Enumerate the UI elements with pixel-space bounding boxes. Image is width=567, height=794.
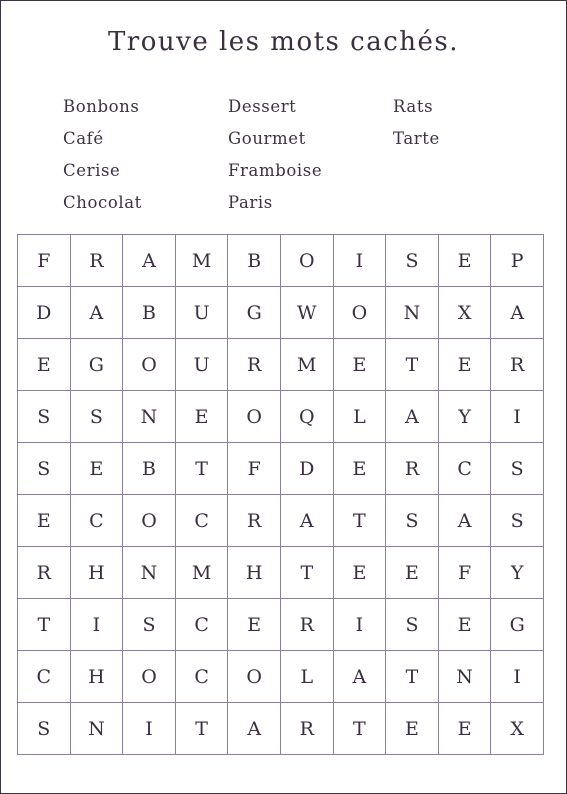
grid-letter: E bbox=[89, 457, 104, 480]
grid-cell[interactable] bbox=[439, 495, 492, 547]
grid-letter: F bbox=[247, 457, 261, 480]
word-list-empty bbox=[393, 161, 483, 193]
grid-letter: S bbox=[405, 509, 419, 532]
grid-cell[interactable] bbox=[176, 651, 229, 703]
grid-letter: Q bbox=[299, 405, 315, 428]
grid-letter: E bbox=[194, 405, 209, 428]
grid-cell[interactable] bbox=[491, 443, 544, 495]
grid-letter: E bbox=[457, 353, 472, 376]
grid-cell[interactable] bbox=[281, 651, 334, 703]
grid-letter: C bbox=[194, 613, 209, 636]
grid-cell[interactable] bbox=[491, 651, 544, 703]
grid-letter: S bbox=[405, 613, 419, 636]
grid-cell[interactable] bbox=[334, 495, 387, 547]
grid-cell[interactable] bbox=[18, 495, 71, 547]
grid-letter: M bbox=[191, 561, 212, 584]
grid-cell[interactable] bbox=[123, 287, 176, 339]
grid-letter: N bbox=[403, 301, 421, 324]
grid-letter: E bbox=[405, 717, 419, 740]
grid-cell[interactable] bbox=[281, 287, 334, 339]
grid-letter: S bbox=[37, 717, 51, 740]
grid-letter: G bbox=[246, 301, 262, 324]
grid-cell[interactable] bbox=[439, 651, 492, 703]
grid-letter: N bbox=[88, 717, 105, 740]
grid-letter: S bbox=[405, 249, 419, 272]
grid-cell[interactable] bbox=[228, 443, 281, 495]
grid-letter: O bbox=[299, 249, 315, 272]
grid-letter: I bbox=[92, 613, 101, 636]
grid-cell[interactable] bbox=[386, 703, 439, 755]
grid-cell[interactable] bbox=[334, 339, 387, 391]
grid-letter: T bbox=[195, 717, 208, 740]
word-list-item: Chocolat bbox=[63, 193, 142, 212]
grid-letter: O bbox=[246, 665, 262, 688]
grid-cell[interactable] bbox=[228, 547, 281, 599]
grid-cell[interactable] bbox=[491, 547, 544, 599]
grid-cell[interactable] bbox=[71, 287, 124, 339]
grid-cell[interactable] bbox=[18, 599, 71, 651]
grid-cell[interactable] bbox=[281, 235, 334, 287]
grid-letter: A bbox=[247, 717, 262, 740]
grid-letter: I bbox=[355, 613, 364, 636]
word-search-grid bbox=[17, 234, 544, 755]
grid-letter: O bbox=[246, 405, 262, 428]
grid-letter: T bbox=[405, 665, 419, 688]
grid-cell[interactable] bbox=[228, 287, 281, 339]
grid-letter: C bbox=[36, 665, 52, 688]
grid-cell[interactable] bbox=[491, 703, 544, 755]
word-list-item: Gourmet bbox=[228, 129, 306, 148]
grid-cell[interactable] bbox=[123, 703, 176, 755]
grid-cell[interactable] bbox=[491, 495, 544, 547]
grid-letter: P bbox=[510, 249, 524, 272]
grid-cell[interactable] bbox=[123, 443, 176, 495]
grid-letter: S bbox=[510, 457, 524, 480]
grid-letter: R bbox=[247, 353, 262, 376]
grid-letter: I bbox=[513, 665, 521, 688]
grid-cell[interactable] bbox=[123, 339, 176, 391]
grid-letter: T bbox=[405, 353, 419, 376]
grid-cell[interactable] bbox=[176, 703, 229, 755]
grid-letter: E bbox=[457, 249, 472, 272]
grid-cell[interactable] bbox=[228, 339, 281, 391]
grid-cell[interactable] bbox=[439, 235, 492, 287]
grid-letter: H bbox=[245, 561, 263, 584]
grid-letter: S bbox=[37, 457, 51, 480]
grid-letter: H bbox=[88, 561, 105, 584]
grid-cell[interactable] bbox=[386, 287, 439, 339]
grid-letter: T bbox=[300, 561, 314, 584]
grid-letter: X bbox=[457, 301, 472, 324]
grid-letter: A bbox=[405, 405, 419, 428]
grid-cell[interactable] bbox=[18, 443, 71, 495]
grid-cell[interactable] bbox=[439, 599, 492, 651]
grid-cell[interactable] bbox=[334, 391, 387, 443]
grid-letter: T bbox=[353, 509, 366, 532]
grid-letter: C bbox=[89, 509, 104, 532]
grid-letter: E bbox=[352, 353, 367, 376]
grid-cell[interactable] bbox=[18, 287, 71, 339]
grid-cell[interactable] bbox=[18, 703, 71, 755]
grid-cell[interactable] bbox=[281, 703, 334, 755]
grid-cell[interactable] bbox=[228, 703, 281, 755]
grid-letter: R bbox=[247, 509, 262, 532]
grid-cell[interactable] bbox=[439, 443, 492, 495]
grid-letter: G bbox=[509, 613, 525, 636]
grid-cell[interactable] bbox=[18, 339, 71, 391]
grid-cell[interactable] bbox=[71, 495, 124, 547]
grid-cell[interactable] bbox=[386, 495, 439, 547]
grid-letter: B bbox=[142, 457, 156, 480]
grid-cell[interactable] bbox=[176, 391, 229, 443]
grid-letter: T bbox=[195, 457, 208, 480]
word-list-item: Tarte bbox=[393, 129, 440, 148]
grid-letter: D bbox=[299, 457, 315, 480]
grid-letter: A bbox=[457, 509, 472, 532]
grid-cell[interactable] bbox=[176, 339, 229, 391]
grid-cell[interactable] bbox=[439, 287, 492, 339]
grid-cell[interactable] bbox=[18, 547, 71, 599]
grid-letter: U bbox=[193, 353, 210, 376]
grid-cell[interactable] bbox=[71, 547, 124, 599]
grid-cell[interactable] bbox=[281, 495, 334, 547]
grid-letter: O bbox=[141, 353, 157, 376]
grid-letter: Y bbox=[510, 561, 524, 584]
grid-cell[interactable] bbox=[281, 339, 334, 391]
grid-letter: E bbox=[405, 561, 419, 584]
page-title: Trouve les mots cachés. bbox=[107, 27, 460, 57]
grid-cell[interactable] bbox=[176, 495, 229, 547]
grid-letter: M bbox=[191, 249, 212, 272]
grid-letter: A bbox=[510, 301, 525, 324]
grid-cell[interactable] bbox=[71, 599, 124, 651]
grid-cell[interactable] bbox=[439, 391, 492, 443]
grid-cell[interactable] bbox=[334, 235, 387, 287]
grid-letter: S bbox=[142, 613, 156, 636]
grid-letter: E bbox=[352, 457, 367, 480]
grid-cell[interactable] bbox=[228, 235, 281, 287]
grid-letter: I bbox=[513, 405, 521, 428]
grid-cell[interactable] bbox=[228, 495, 281, 547]
grid-letter: E bbox=[36, 353, 51, 376]
grid-letter: X bbox=[510, 717, 524, 740]
word-list-empty bbox=[393, 193, 483, 225]
grid-letter: R bbox=[36, 561, 51, 584]
word-list-item: Café bbox=[63, 129, 104, 148]
grid-cell[interactable] bbox=[71, 391, 124, 443]
grid-letter: A bbox=[352, 665, 367, 688]
grid-letter: I bbox=[145, 717, 153, 740]
grid-cell[interactable] bbox=[281, 599, 334, 651]
grid-cell[interactable] bbox=[228, 391, 281, 443]
grid-cell[interactable] bbox=[71, 651, 124, 703]
grid-cell[interactable] bbox=[176, 287, 229, 339]
grid-cell[interactable] bbox=[386, 391, 439, 443]
grid-letter: R bbox=[89, 249, 104, 272]
grid-letter: M bbox=[297, 353, 317, 376]
grid-letter: C bbox=[457, 457, 472, 480]
grid-cell[interactable] bbox=[123, 391, 176, 443]
grid-letter: E bbox=[457, 717, 472, 740]
grid-cell[interactable] bbox=[71, 235, 124, 287]
word-list-item: Bonbons bbox=[63, 97, 140, 116]
grid-letter: L bbox=[300, 665, 314, 688]
grid-letter: D bbox=[36, 301, 52, 324]
grid-cell[interactable] bbox=[386, 547, 439, 599]
grid-letter: Y bbox=[458, 405, 471, 428]
grid-cell[interactable] bbox=[386, 443, 439, 495]
grid-letter: E bbox=[352, 561, 367, 584]
word-list-item: Cerise bbox=[63, 161, 121, 180]
grid-cell[interactable] bbox=[334, 703, 387, 755]
grid-cell[interactable] bbox=[491, 599, 544, 651]
grid-cell[interactable] bbox=[123, 547, 176, 599]
grid-letter: C bbox=[194, 665, 209, 688]
grid-cell[interactable] bbox=[228, 599, 281, 651]
grid-cell[interactable] bbox=[18, 391, 71, 443]
grid-cell[interactable] bbox=[18, 235, 71, 287]
grid-letter: I bbox=[355, 249, 364, 272]
grid-cell[interactable] bbox=[123, 599, 176, 651]
word-list bbox=[63, 97, 483, 225]
grid-letter: T bbox=[353, 717, 366, 740]
grid-letter: T bbox=[37, 613, 51, 636]
grid-letter: N bbox=[140, 561, 158, 584]
grid-letter: S bbox=[37, 405, 51, 428]
grid-letter: E bbox=[247, 613, 262, 636]
grid-letter: W bbox=[297, 301, 317, 324]
grid-letter: R bbox=[404, 457, 420, 480]
grid-letter: H bbox=[88, 665, 105, 688]
grid-letter: L bbox=[353, 405, 366, 428]
grid-letter: A bbox=[299, 509, 314, 532]
grid-cell[interactable] bbox=[334, 547, 387, 599]
grid-letter: B bbox=[247, 249, 262, 272]
grid-letter: U bbox=[193, 301, 210, 324]
word-list-item: Dessert bbox=[228, 97, 297, 116]
grid-cell[interactable] bbox=[176, 235, 229, 287]
grid-cell[interactable] bbox=[491, 391, 544, 443]
grid-cell[interactable] bbox=[123, 235, 176, 287]
grid-letter: O bbox=[141, 509, 157, 532]
grid-cell[interactable] bbox=[386, 651, 439, 703]
grid-cell[interactable] bbox=[491, 287, 544, 339]
grid-letter: C bbox=[194, 509, 209, 532]
grid-cell[interactable] bbox=[334, 443, 387, 495]
grid-letter: S bbox=[510, 509, 524, 532]
word-list-item: Paris bbox=[228, 193, 273, 212]
grid-letter: G bbox=[88, 353, 104, 376]
grid-letter: R bbox=[299, 717, 314, 740]
grid-cell[interactable] bbox=[334, 651, 387, 703]
grid-cell[interactable] bbox=[176, 599, 229, 651]
grid-cell[interactable] bbox=[439, 703, 492, 755]
grid-cell[interactable] bbox=[176, 443, 229, 495]
grid-letter: S bbox=[89, 405, 103, 428]
grid-letter: B bbox=[142, 301, 156, 324]
grid-cell[interactable] bbox=[439, 547, 492, 599]
word-list-item: Rats bbox=[393, 97, 434, 116]
grid-cell[interactable] bbox=[491, 235, 544, 287]
grid-cell[interactable] bbox=[386, 339, 439, 391]
word-list-item: Framboise bbox=[228, 161, 323, 180]
grid-cell[interactable] bbox=[281, 391, 334, 443]
grid-letter: R bbox=[510, 353, 525, 376]
grid-letter: F bbox=[458, 561, 472, 584]
grid-cell[interactable] bbox=[334, 287, 387, 339]
grid-cell[interactable] bbox=[176, 547, 229, 599]
grid-cell[interactable] bbox=[71, 339, 124, 391]
grid-letter: F bbox=[37, 249, 51, 272]
grid-letter: E bbox=[36, 509, 51, 532]
grid-cell[interactable] bbox=[281, 547, 334, 599]
grid-cell[interactable] bbox=[71, 443, 124, 495]
grid-letter: E bbox=[457, 613, 472, 636]
grid-cell[interactable] bbox=[334, 599, 387, 651]
grid-letter: O bbox=[141, 665, 157, 688]
grid-cell[interactable] bbox=[123, 495, 176, 547]
grid-cell[interactable] bbox=[281, 443, 334, 495]
grid-cell[interactable] bbox=[18, 651, 71, 703]
grid-cell[interactable] bbox=[228, 651, 281, 703]
grid-letter: O bbox=[351, 301, 368, 324]
grid-cell[interactable] bbox=[439, 339, 492, 391]
grid-letter: A bbox=[142, 249, 156, 272]
grid-cell[interactable] bbox=[123, 651, 176, 703]
grid-cell[interactable] bbox=[71, 703, 124, 755]
grid-cell[interactable] bbox=[386, 599, 439, 651]
grid-cell[interactable] bbox=[491, 339, 544, 391]
grid-cell[interactable] bbox=[386, 235, 439, 287]
grid-letter: N bbox=[456, 665, 473, 688]
grid-letter: A bbox=[89, 301, 104, 324]
grid-letter: N bbox=[140, 405, 158, 428]
grid-letter: R bbox=[299, 613, 314, 636]
